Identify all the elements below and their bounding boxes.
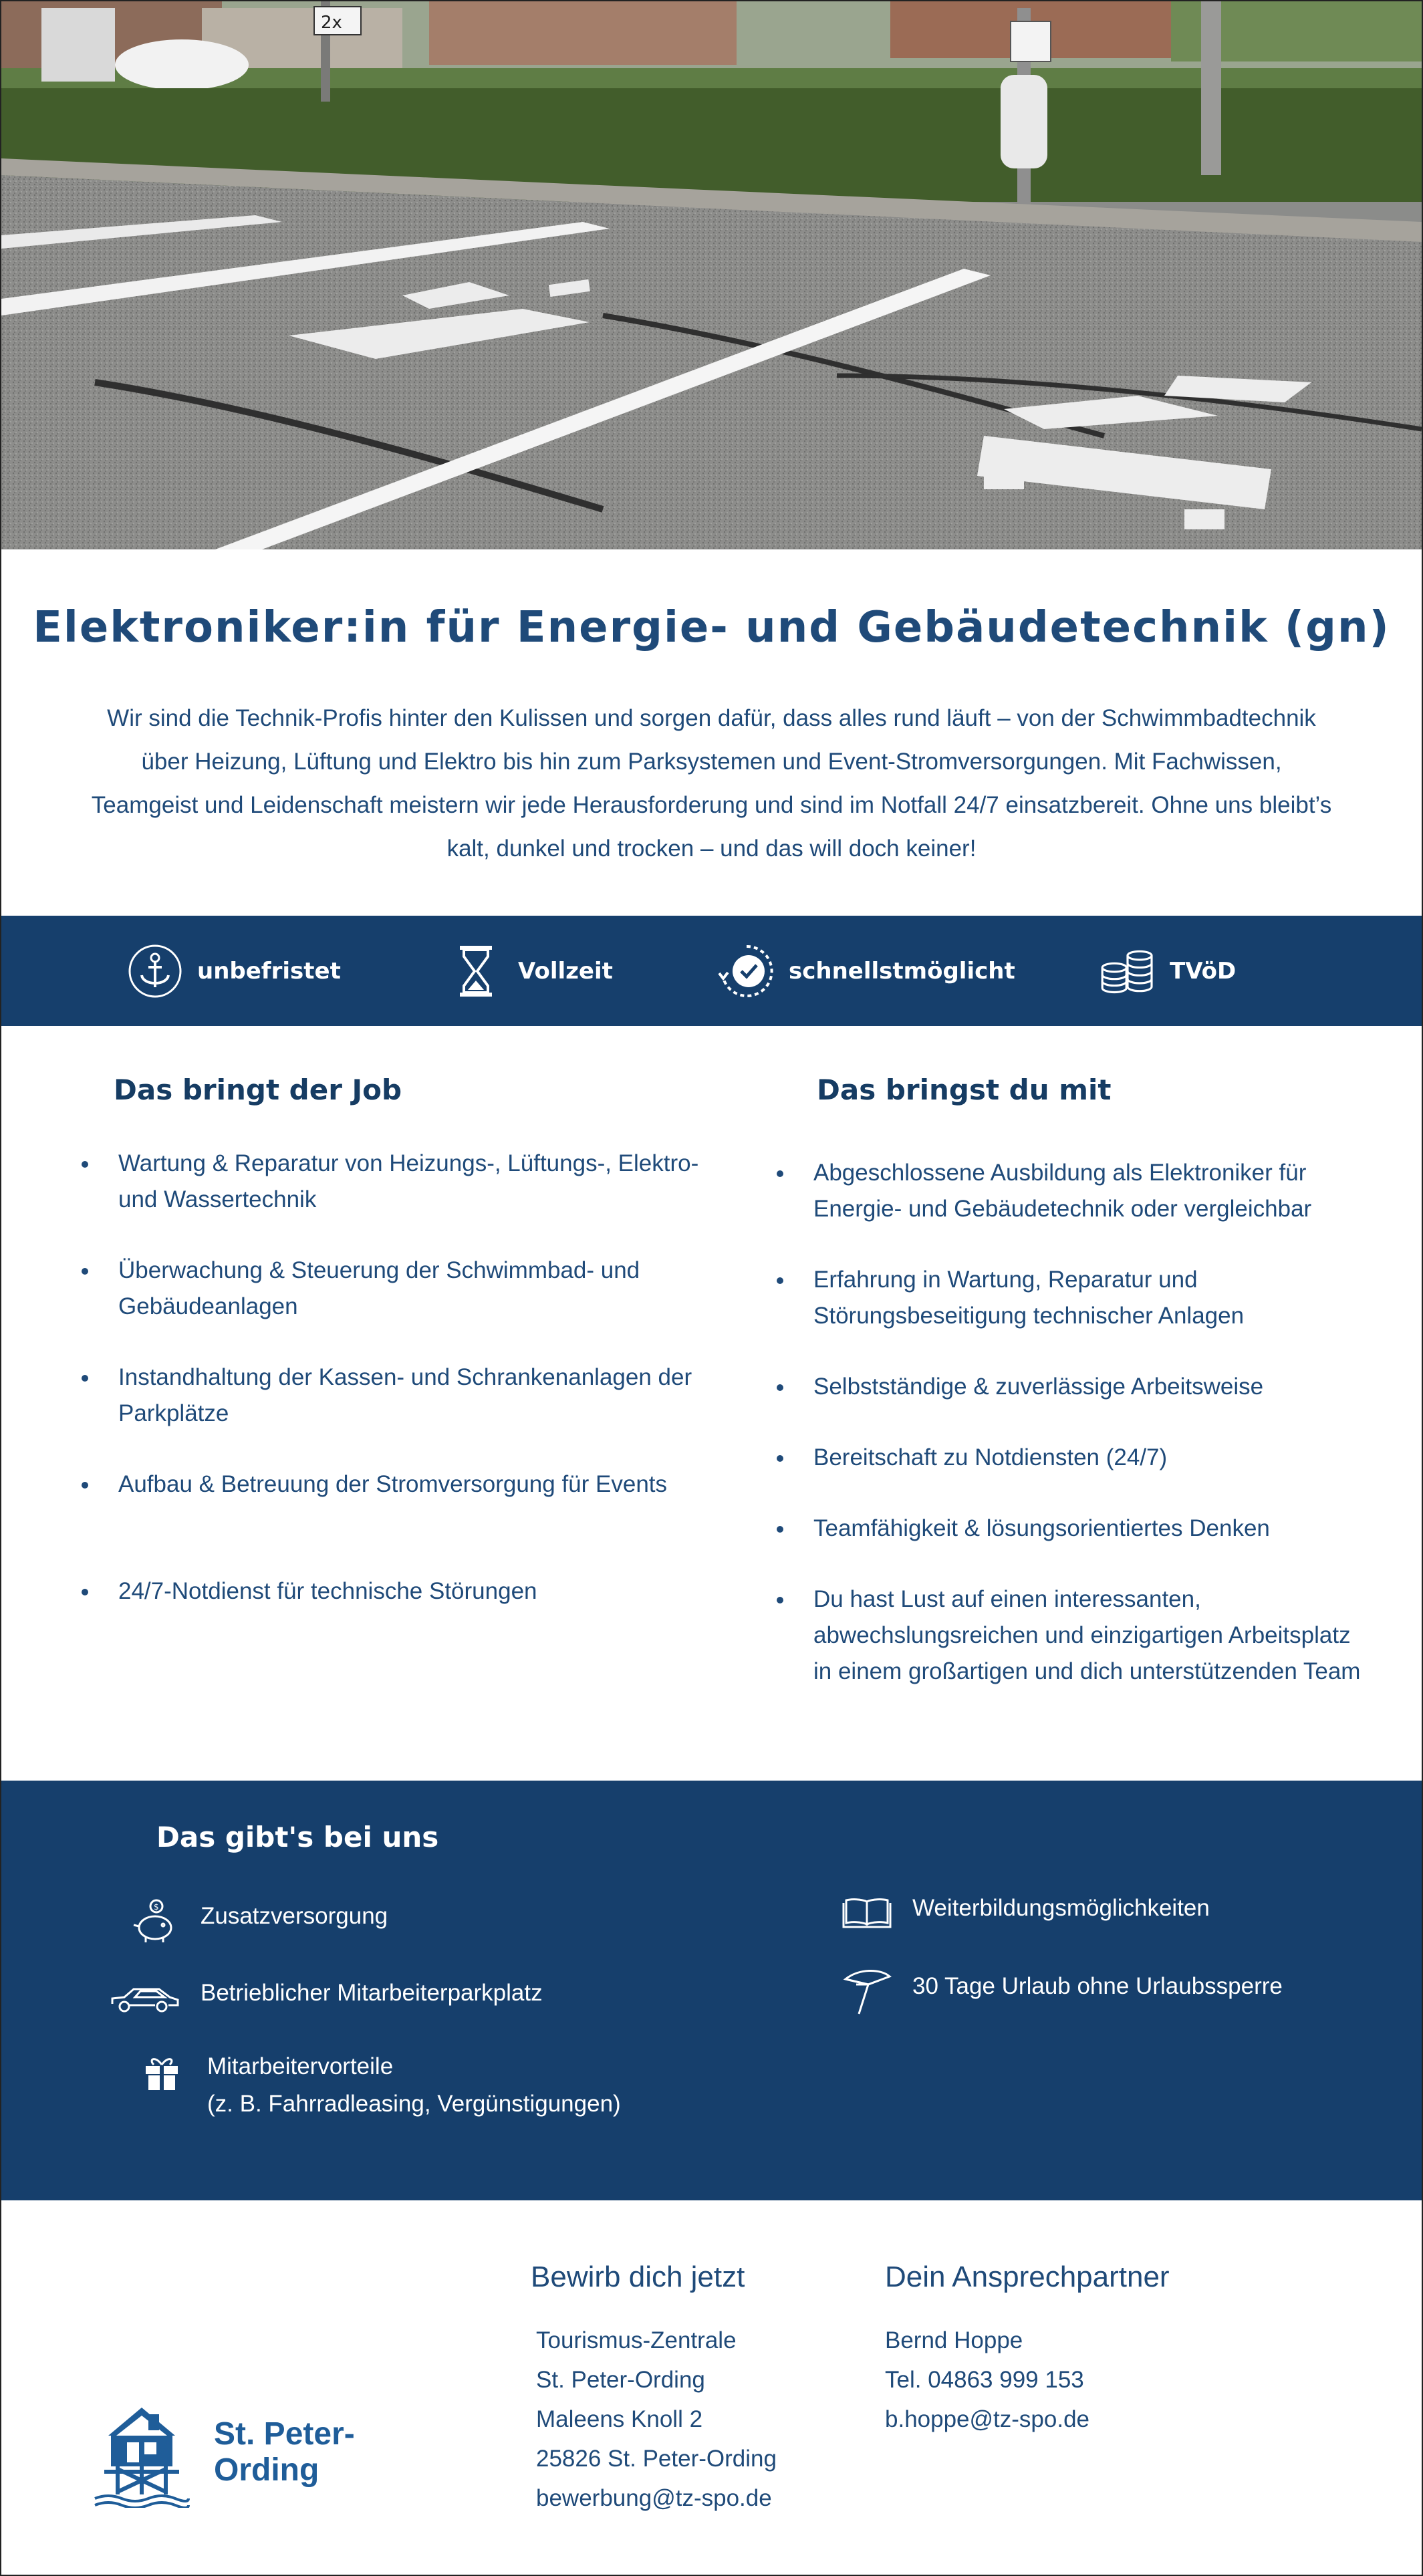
svg-text:$: $ [154, 1902, 159, 1912]
apply-address [536, 2321, 777, 2518]
list-item: Selbstständige & zuverlässige Arbeitsweise [777, 1369, 1365, 1405]
apply-email-link[interactable]: bewerbung@tz-spo.de [536, 2485, 772, 2511]
fact-start-date [717, 916, 1015, 1026]
benefit-label: Mitarbeitervorteile [207, 2053, 394, 2079]
benefit-item-training [840, 1890, 1210, 1936]
contact-heading: Dein Ansprechpartner [885, 2261, 1170, 2293]
hourglass-icon [446, 941, 506, 1001]
list-item: Überwachung & Steuerung der Schwimmbad- und Gebäudeanlagen [82, 1253, 717, 1325]
anchor-icon [125, 941, 185, 1001]
fact-label: unbefristet [197, 957, 341, 985]
logo-wordmark [214, 2416, 355, 2488]
contact-details [885, 2321, 1089, 2439]
benefit-label: Zusatzversorgung [201, 1903, 388, 1929]
clock-check-icon [717, 941, 777, 1001]
benefits-heading: Das gibt's bei uns [156, 1821, 439, 1853]
job-heading: Das bringt der Job [114, 1073, 402, 1106]
fact-label: TVöD [1170, 957, 1237, 985]
contact-email-link[interactable]: b.hoppe@tz-spo.de [885, 2406, 1090, 2432]
lighthouse-house-icon [88, 2394, 195, 2510]
benefit-label: 30 Tage Urlaub ohne Urlaubssperre [912, 1973, 1283, 1999]
benefit-item-perks [135, 2048, 621, 2123]
logo-line: St. Peter- [214, 2416, 355, 2452]
job-tasks-list [82, 1146, 717, 1609]
requirements-list [777, 1155, 1365, 1690]
list-item: Instandhaltung der Kassen- und Schrankenanlagen der Parkplätze [82, 1360, 717, 1432]
coins-icon [1097, 941, 1158, 1001]
list-item: Wartung & Reparatur von Heizungs-, Lüftungs-, Elektro- und Wassertechnik [82, 1146, 717, 1218]
gift-icon [135, 2048, 188, 2095]
benefits-band [1, 1781, 1422, 2200]
apply-line: Maleens Knoll 2 [536, 2406, 703, 2432]
list-item: Bereitschaft zu Notdiensten (24/7) [777, 1440, 1365, 1476]
st-peter-ording-logo [88, 2394, 355, 2510]
car-shape [115, 39, 249, 90]
benefit-label: Weiterbildungsmöglichkeiten [912, 1895, 1210, 1921]
piggy-bank-icon [128, 1898, 182, 1944]
benefit-sublabel: (z. B. Fahrradleasing, Vergünstigungen) [207, 2091, 621, 2117]
book-icon [840, 1890, 894, 1936]
logo-line: Ording [214, 2452, 319, 2488]
car-icon [108, 1974, 182, 2021]
apply-line: 25826 St. Peter-Ording [536, 2446, 777, 2472]
hero-photo [1, 1, 1422, 549]
beach-umbrella-icon [840, 1968, 894, 2015]
list-item: Aufbau & Betreuung der Stromversorgung für Events [82, 1466, 717, 1503]
contact-phone-link[interactable]: Tel. 04863 999 153 [885, 2367, 1084, 2393]
contact-name: Bernd Hoppe [885, 2327, 1023, 2353]
benefit-item-vacation [840, 1968, 1283, 2015]
facts-band [1, 916, 1422, 1026]
benefit-item-parking [108, 1974, 543, 2021]
apply-line: Tourismus-Zentrale [536, 2327, 737, 2353]
apply-line: St. Peter-Ording [536, 2367, 705, 2393]
benefit-item-pension [128, 1898, 388, 1944]
photo-sign-text: 2x [321, 13, 342, 33]
fact-label: Vollzeit [518, 957, 613, 985]
list-item: Abgeschlossene Ausbildung als Elektroniker für Energie- und Gebäudetechnik oder vergleichbar [777, 1155, 1365, 1227]
benefit-label: Betrieblicher Mitarbeiterparkplatz [201, 1980, 543, 2006]
fact-salary [1097, 916, 1236, 1026]
parking-lot-illustration [1, 1, 1422, 549]
list-item: Du hast Lust auf einen interessanten, abwechslungsreichen und einzigartigen Arbeitsplatz in einem großartigen und dich unterstützenden Team [777, 1581, 1365, 1690]
list-item: Teamfähigkeit & lösungsorientiertes Denken [777, 1511, 1365, 1547]
apply-heading: Bewirb dich jetzt [531, 2261, 745, 2293]
list-item: Erfahrung in Wartung, Reparatur und Störungsbeseitigung technischer Anlagen [777, 1262, 1365, 1334]
fact-label: schnellstmöglicht [789, 957, 1015, 985]
fact-working-time [446, 916, 613, 1026]
page-title: Elektroniker:in für Energie- und Gebäudetechnik (gn) [33, 603, 1390, 652]
fact-contract-type [125, 916, 341, 1026]
benefit-text-group [207, 2048, 621, 2123]
list-item: 24/7-Notdienst für technische Störungen [82, 1573, 717, 1609]
intro-text: Wir sind die Technik-Profis hinter den Kulissen und sorgen dafür, dass alles rund läuft – von der Schwimmbadtechnik über Heizung, Lüftung und Elektro bis hin zum Parksystemen und Event-Stromversorgungen. Mit Fachwissen, Teamgeist und Leidenschaft meistern wir jede Herausforderung und sind im Notfall 24/7 einsatzbereit. Ohne uns bleibt’s kalt, dunkel und trocken – und das will doch keiner! [91, 705, 1332, 862]
profile-heading: Das bringst du mit [817, 1073, 1112, 1106]
